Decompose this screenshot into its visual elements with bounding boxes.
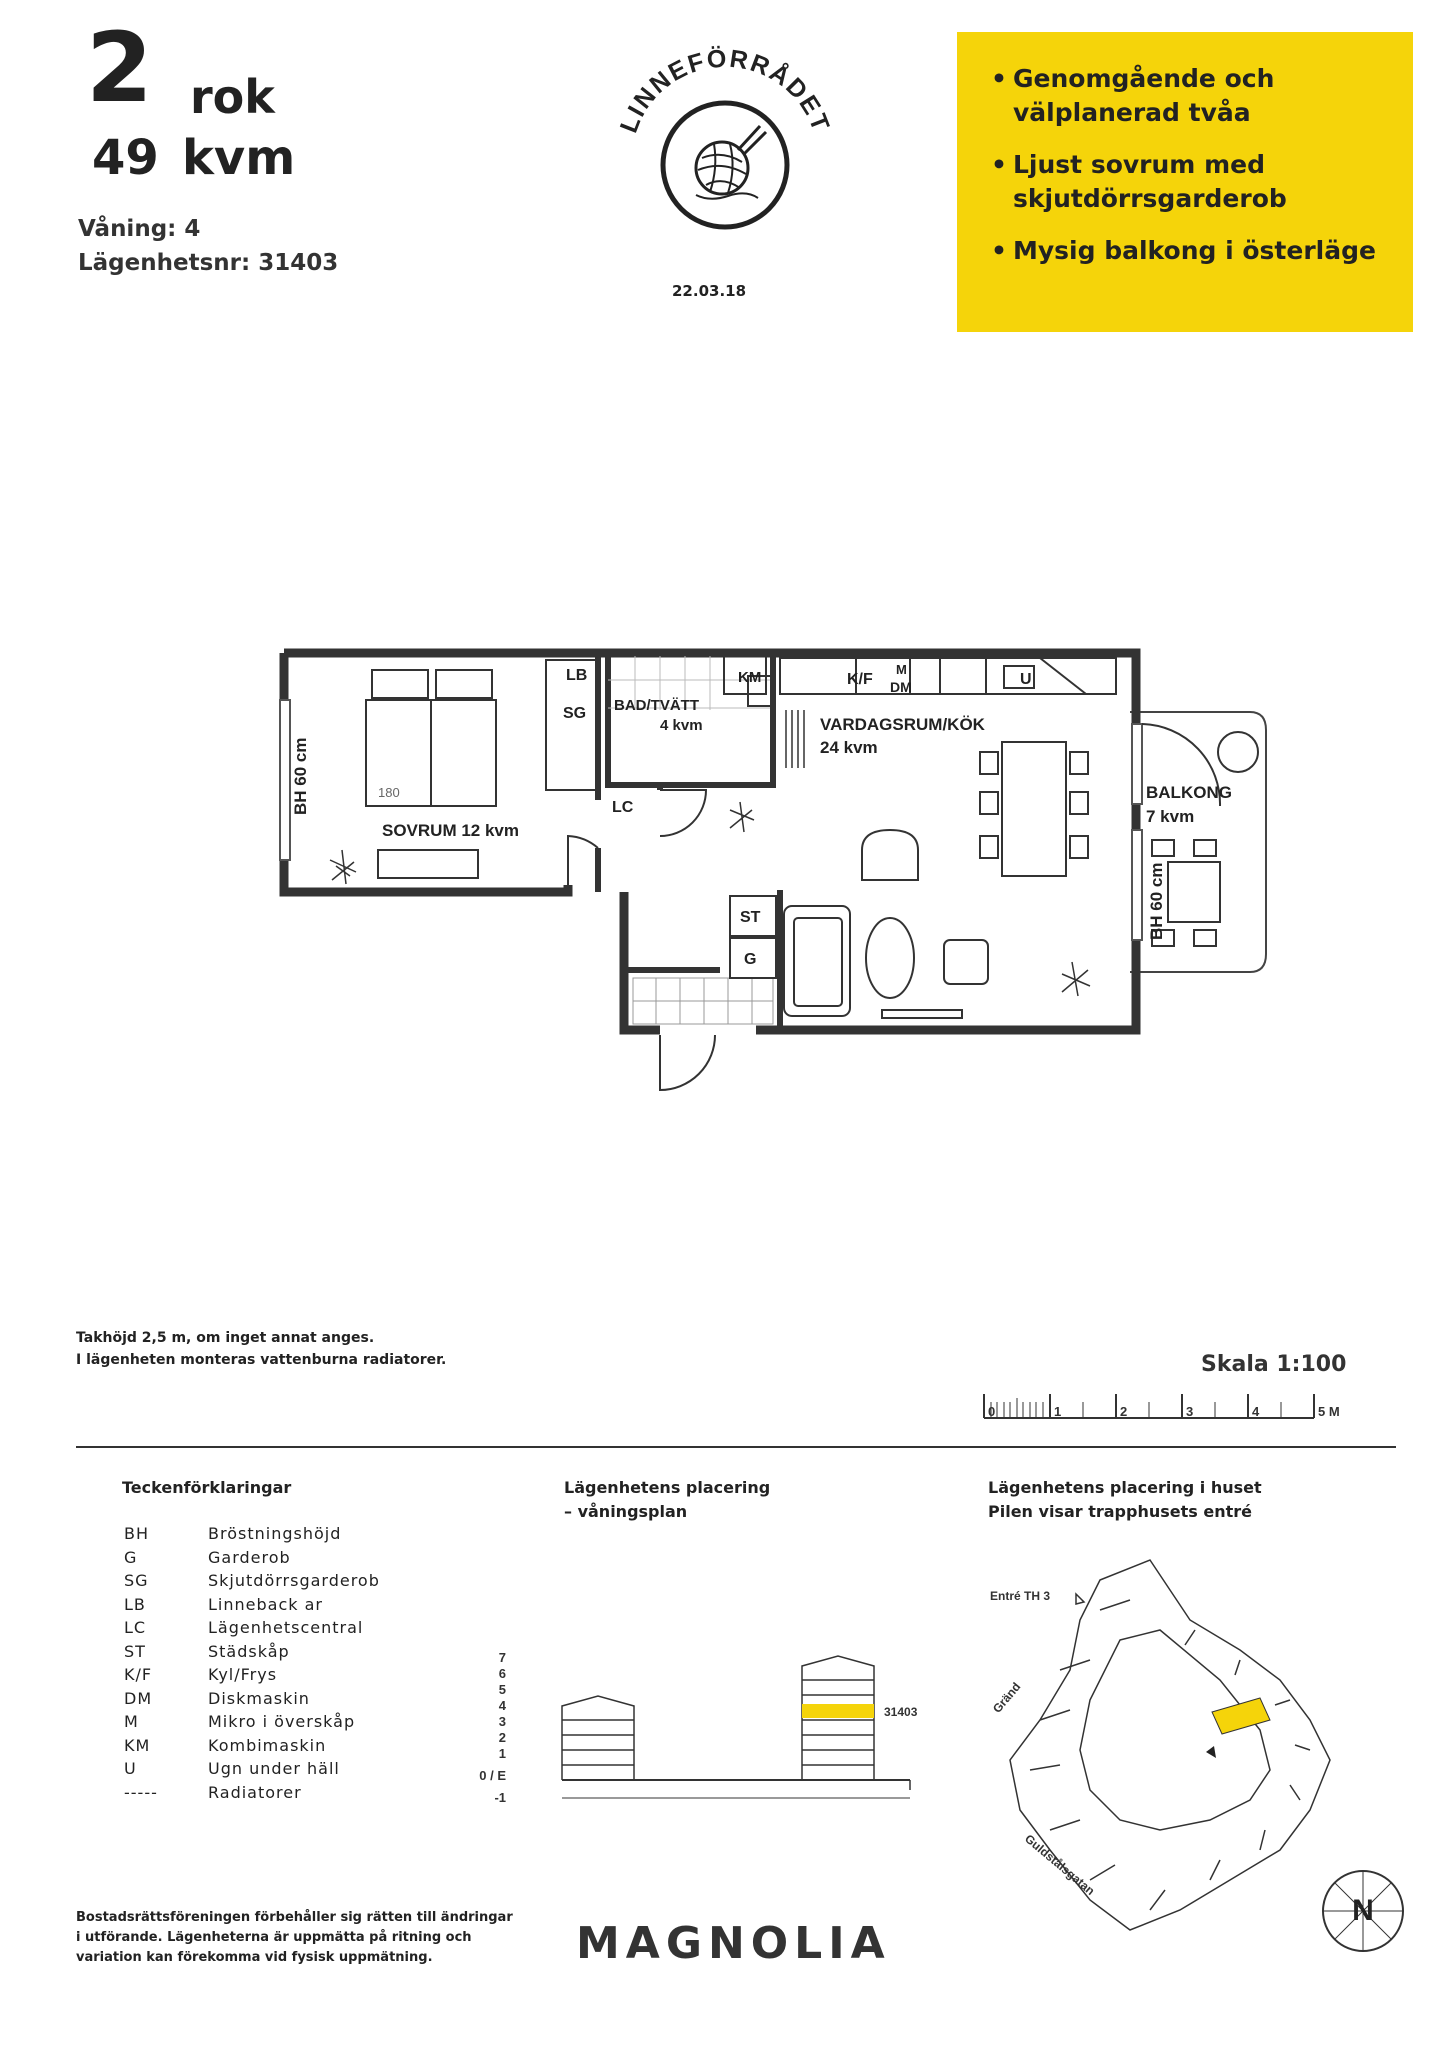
legend-list [124,1522,464,1804]
section-divider [76,1446,1396,1448]
plant-icon [730,802,754,832]
area-unit: kvm [182,130,296,186]
floor-placement-subtitle: – våningsplan [564,1502,688,1521]
building-left [562,1696,634,1780]
outer-wall [624,892,660,1030]
house-placement-title: Lägenhetens placering i huset [988,1478,1262,1497]
scale-title: Skala 1:100 [1201,1352,1347,1377]
legend-item [124,1687,464,1711]
legend-item [124,1522,464,1546]
highlight-item: • Genomgående och välplanerad tvåa [991,62,1389,130]
floor-placement-diagram [470,1640,960,1830]
bath-title: BAD/TVÄTT [614,697,699,714]
floor-number: 0 / E [479,1768,506,1783]
logo-text: LINNEFÖRRÅDET [614,44,836,137]
scale-tick: 5 M [1318,1404,1340,1419]
living-title: VARDAGSRUM/KÖK [820,715,985,734]
floor-number: 5 [498,1682,506,1697]
living-window [1132,724,1142,804]
legend-item [124,1734,464,1758]
disclaimer-line: i utförande. Lägenheterna är uppmätta på ritning och [76,1930,472,1945]
stairwell-arrow-icon [1206,1746,1216,1758]
scale-tick: 0 [988,1404,996,1419]
scale-tick: 4 [1252,1404,1260,1419]
ceiling-note: Takhöjd 2,5 m, om inget annat anges. [76,1330,375,1346]
dining-set [980,742,1088,876]
legend-text: Diskmaskin [208,1688,310,1708]
bedroom-label: SOVRUM 12 kvm [382,821,519,840]
disclaimer-line: Bostadsrättsföreningen förbehåller sig rätten till ändringar [76,1910,513,1925]
apartment-house-highlight [1212,1698,1270,1734]
bedroom-radiator [378,850,478,878]
balcony-table [1152,732,1258,946]
legend-text: Linneback ar [208,1594,323,1614]
kf-label: K/F [847,671,873,688]
legend-abbr: G [124,1547,138,1567]
sg-label: SG [563,705,587,722]
radiator-note: I lägenheten monteras vattenburna radiatorer. [76,1352,447,1368]
scale-tick: 2 [1120,1404,1128,1419]
floor-number: 7 [498,1650,506,1665]
legend-item [124,1663,464,1687]
house-placement-subtitle: Pilen visar trapphusets entré [988,1502,1252,1521]
legend-abbr: LC [124,1618,147,1637]
svg-text:LINNEFÖRRÅDET [615,44,836,137]
lc-label: LC [612,799,634,816]
scale-tick: 1 [1054,1404,1062,1419]
brand-logo: MAGNOLIA [576,1918,891,1969]
legend-item [124,1781,464,1805]
project-logo [610,40,840,250]
legend-item [124,1546,464,1570]
bath-area: 4 kvm [660,717,703,734]
highlight-item: • Mysig balkong i österläge [991,234,1389,268]
bed [338,670,522,806]
compass-north-label: N [1352,1894,1374,1927]
apartment-floor-highlight [802,1704,874,1718]
floor-number: 3 [498,1714,506,1729]
legend-abbr: U [124,1759,137,1778]
lb-label: LB [566,667,588,684]
radiator [786,710,804,768]
legend-title: Teckenförklaringar [122,1478,292,1497]
u-label: U [1020,671,1032,688]
legend-abbr: SG [124,1571,149,1590]
km-label: KM [738,669,762,686]
scale-tick: 3 [1186,1404,1194,1419]
compass [1318,1866,1408,1956]
entrance-door [660,1035,715,1090]
living-window [1132,830,1142,940]
building-footprint [1010,1560,1330,1930]
plant-icon [330,850,356,884]
balcony-title: BALKONG [1146,783,1232,802]
legend-text: Lägenhetscentral [208,1618,364,1637]
highlight-item: • Ljust sovrum med skjutdörrsgarderob [991,148,1389,216]
kitchen-counter [780,658,1116,694]
legend-text: Radiatorer [208,1782,302,1802]
floor-number: 1 [498,1746,506,1761]
floor-number: 2 [498,1730,506,1745]
rooms-unit: rok [190,70,275,124]
g-label: G [744,951,757,968]
apartment-label: Lägenhetsnr: 31403 [78,250,339,276]
apartment-number: 31403 [884,1705,918,1719]
living-area: 24 kvm [820,738,878,757]
living-furniture [784,830,988,1018]
dm-label: DM [890,679,912,695]
legend-abbr: M [124,1712,139,1731]
legend-item [124,1757,464,1781]
legend-text: Bröstningshöjd [208,1524,342,1543]
legend-abbr: LB [124,1594,146,1614]
legend-abbr: BH [124,1524,150,1543]
bh-label-left: BH 60 cm [291,737,310,815]
bed-width-label: 180 [378,785,400,800]
outer-wall [284,653,568,892]
floor-label: Våning: 4 [78,216,201,242]
legend-abbr: K/F [124,1665,153,1684]
disclaimer-line: variation kan förekomma vid fysisk uppmätning. [76,1950,433,1965]
legend-text: Skjutdörrsgarderob [208,1571,380,1590]
area-number: 49 [92,130,159,186]
legend-text: Garderob [208,1547,291,1567]
legend-text: Ugn under häll [208,1759,340,1778]
balcony-area: 7 kvm [1146,807,1195,826]
legend-abbr: KM [124,1735,151,1755]
floor-plan [250,640,1280,1120]
floor-number: -1 [494,1790,506,1805]
st-label: ST [740,909,761,926]
legend-item [124,1710,464,1734]
legend-item [124,1593,464,1617]
street-label-1: Gränd [990,1679,1024,1716]
bedroom-door [568,836,598,885]
floor-number: 4 [498,1698,506,1713]
entrance-arrow-icon [1076,1594,1084,1604]
rooms-number: 2 [86,12,153,124]
bh-label-right: BH 60 cm [1147,862,1166,940]
legend-text: Städskåp [208,1641,290,1661]
legend-abbr: DM [124,1688,153,1708]
floor-placement-title: Lägenhetens placering [564,1478,771,1497]
legend-abbr: ST [124,1641,146,1661]
floor-number: 6 [498,1666,506,1681]
bedroom-window [280,700,290,860]
bathroom-door [660,790,706,836]
plan-date: 22.03.18 [672,282,747,300]
legend-item [124,1569,464,1593]
legend-item [124,1640,464,1664]
scale-bar [980,1388,1360,1424]
highlights-box [957,32,1413,332]
legend-text: Kombimaskin [208,1735,327,1755]
legend-item [124,1616,464,1640]
entrance-label: Entré TH 3 [990,1589,1051,1603]
street-label-2: Guldstålsgatan [1022,1831,1098,1899]
plant-icon [1062,962,1090,996]
legend-abbr: ----- [124,1782,158,1802]
legend-text: Kyl/Frys [208,1665,278,1684]
m-label: M [896,662,907,677]
legend-text: Mikro i överskåp [208,1712,356,1731]
